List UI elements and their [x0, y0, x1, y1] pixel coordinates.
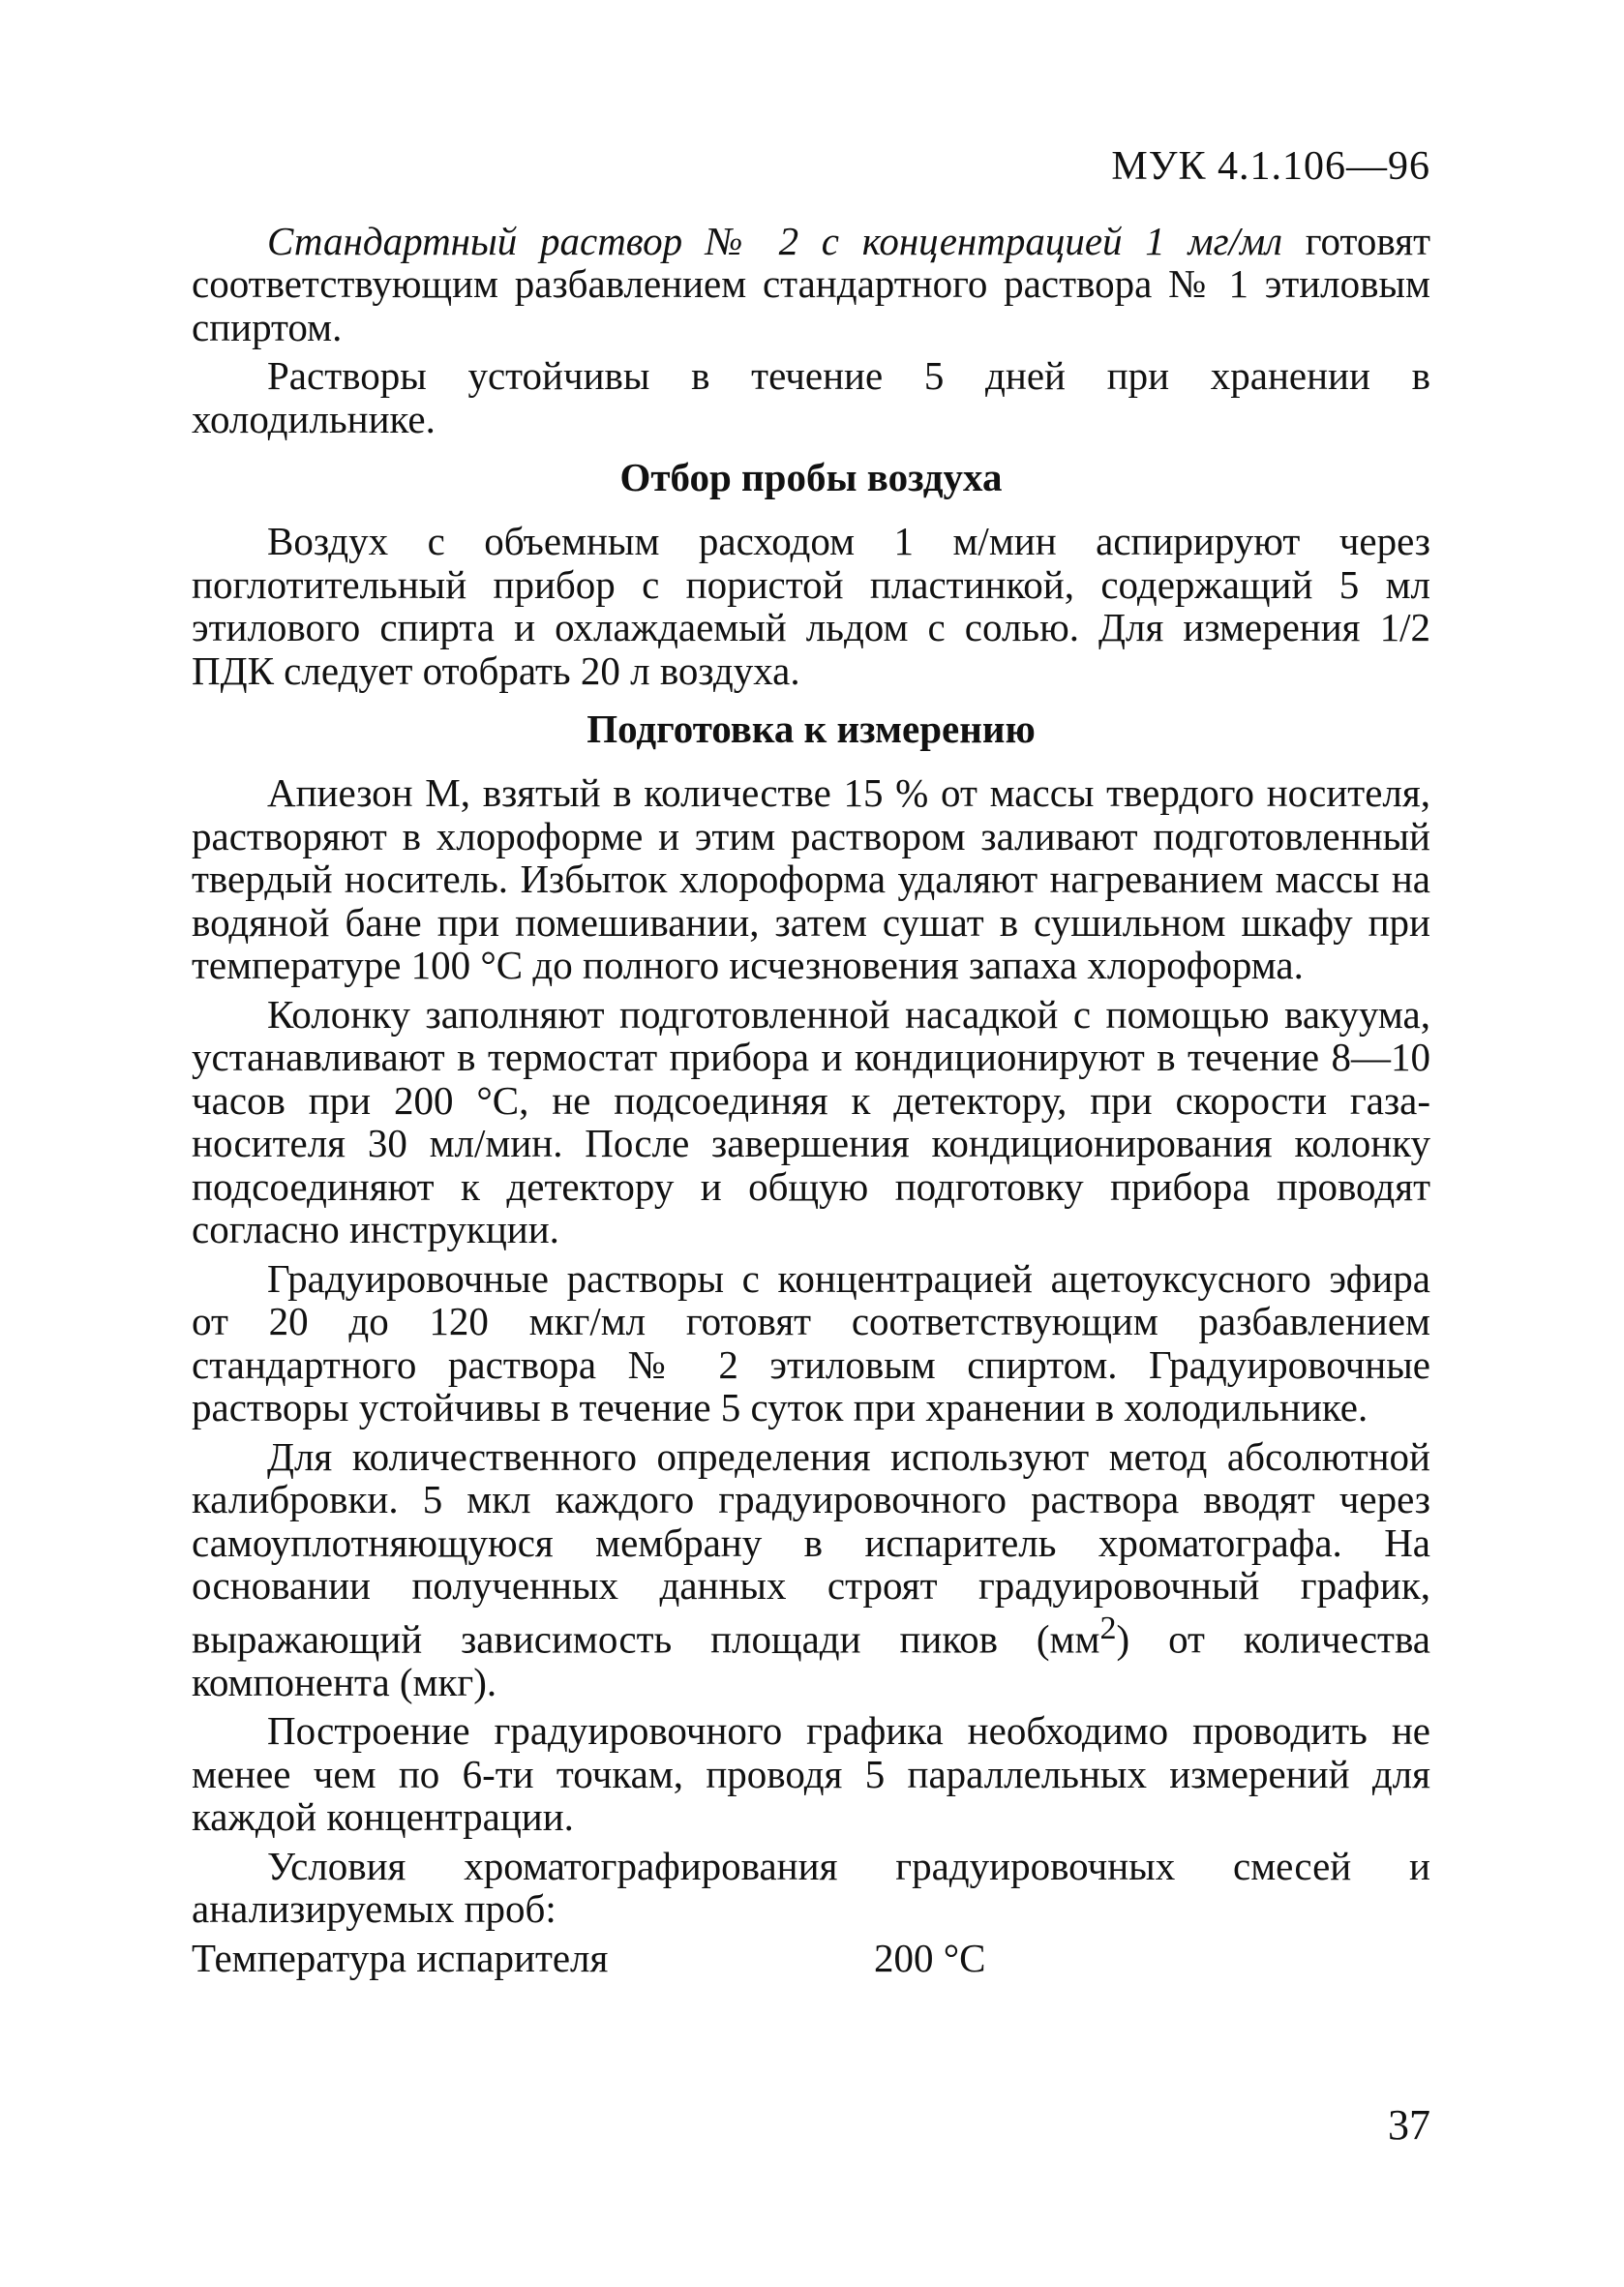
paragraph-standard-solution-2: [192, 220, 1430, 349]
condition-row: [192, 1937, 1430, 1980]
paragraph-text: готовят соответствующим разбавлением стандартного раствора № 1 этиловым спиртом.: [192, 218, 1430, 349]
document-page: [192, 145, 1430, 1979]
paragraph-text: Для количественного определения используют метод абсолютной калибровки. 5 мкл каждого градуировочного раствора вводят через самоуплотняющуюся мембрану в испаритель хроматографа. На основании полученных данных строят градуировочный график, выражающий зависимость площади пиков (мм: [192, 1433, 1430, 1662]
paragraph-apiezon: Апиезон М, взятый в количестве 15 % от массы твердого носителя, растворяют в хлороформе и этим раствором заливают подготовленный твердый носитель. Избыток хлороформа удаляют нагреванием массы на водяной бане при помешивании, затем сушат в сушильном шкафу при температуре 100 °С до полного исчезновения запаха хлороформа.: [192, 770, 1430, 987]
condition-label: Температура испарителя: [192, 1935, 609, 1980]
paragraph-conditions-intro: Условия хроматографирования градуировочных смесей и анализируемых проб:: [192, 1843, 1430, 1932]
document-code: МУК 4.1.106—96: [1111, 144, 1430, 189]
paragraph-stability: Растворы устойчивы в течение 5 дней при хранении в холодильнике.: [192, 353, 1430, 441]
paragraph-column: Колонку заполняют подготовленной насадкой с помощью вакуума, устанавливают в термостат прибора и кондиционируют в течение 8—10 часов при 200 °С, не подсоединяя к детектору, при скорости газа-носителя 30 мл/мин. После завершения кондиционирования колонку подсоединяют к детектору и общую подготовку прибора проводят согласно инструкции.: [192, 991, 1430, 1251]
section-heading-sampling: Отбор пробы воздуха: [619, 455, 1003, 499]
paragraph-sampling: Воздух с объемным расходом 1 м/мин аспирируют через поглотительный прибор с пористой пластинкой, содержащий 5 мл этилового спирта и охлаждаемый льдом с солью. Для измерения 1/2 ПДК следует отобрать 20 л воздуха.: [192, 519, 1430, 693]
section-heading-preparation: Подготовка к измерению: [586, 707, 1036, 751]
italic-term: Стандартный раствор № 2 с концентрацией 1 мг/мл: [267, 218, 1283, 263]
condition-value: 200 °С: [874, 1935, 986, 1980]
paragraph-calibration-graph: Построение градуировочного графика необходимо проводить не менее чем по 6-ти точкам, проводя 5 параллельных измерений для каждой концентрации.: [192, 1708, 1430, 1840]
superscript: 2: [1099, 1610, 1117, 1646]
paragraph-absolute-calibration: [192, 1435, 1430, 1704]
paragraph-text: ) от количества компонента (мкг).: [192, 1616, 1430, 1704]
paragraph-calibration-solutions: Градуировочные растворы с концентрацией ацетоуксусного эфира от 20 до 120 мкг/мл готовят соответствующим разбавлением стандартного раствора № 2 этиловым спиртом. Градуировочные растворы устойчивы в течение 5 суток при хранении в холодильнике.: [192, 1255, 1430, 1429]
page-number: 37: [1388, 2101, 1430, 2149]
